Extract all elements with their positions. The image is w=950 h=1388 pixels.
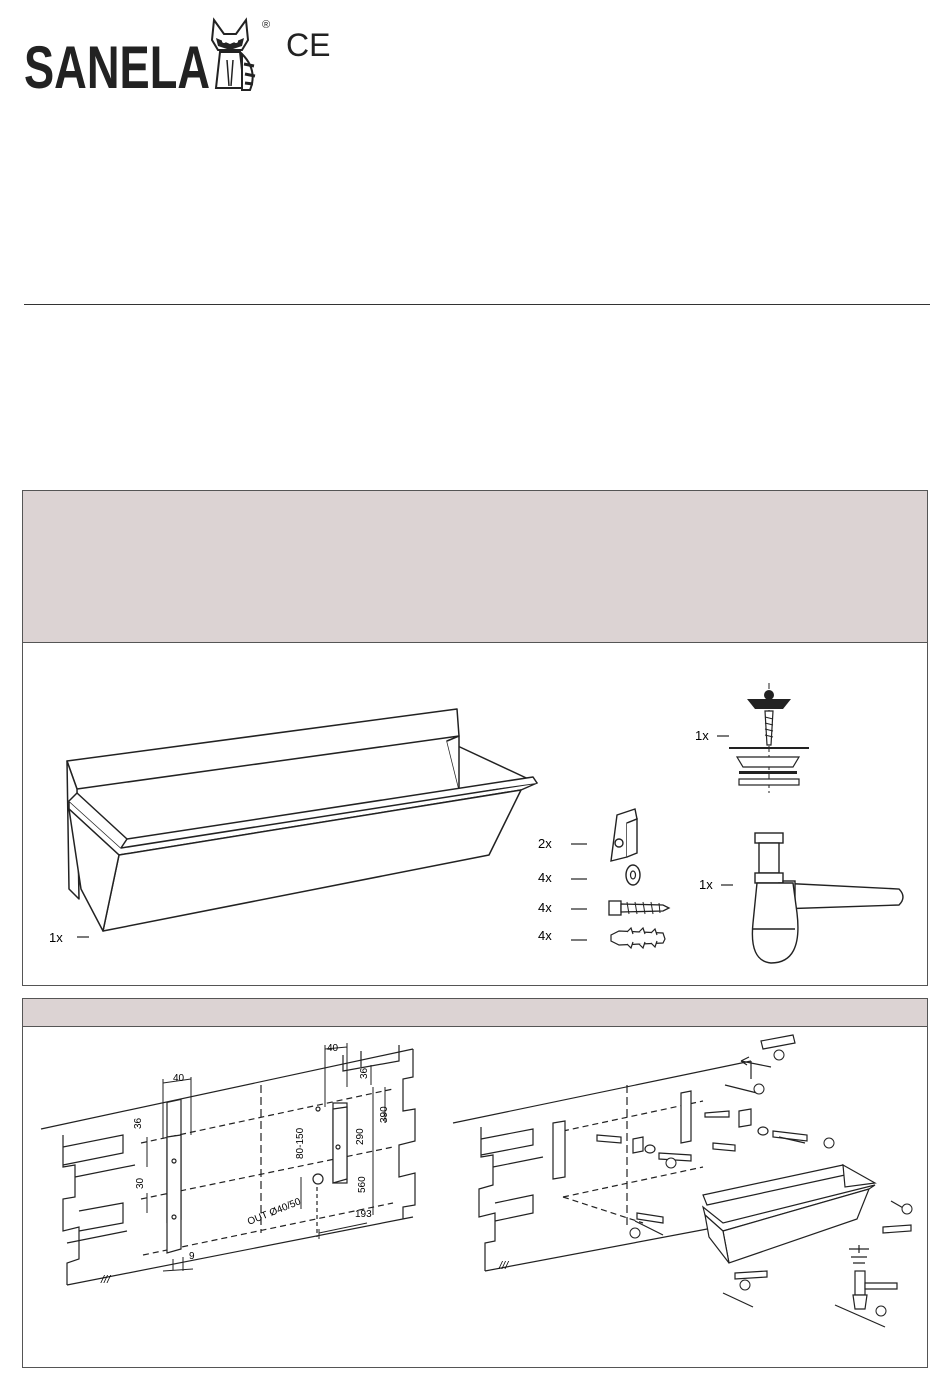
dim-9: 9 [189, 1251, 195, 1262]
wall-bracket [611, 809, 637, 861]
bracket-qty: 2x [538, 836, 552, 851]
dim-290: 290 [355, 1128, 366, 1145]
dim-193: 193 [355, 1209, 372, 1220]
left-bracket-outline [167, 1107, 347, 1253]
right-brackets [553, 1035, 807, 1223]
waste-valve [729, 683, 809, 793]
sanela-raccoon-logo [24, 14, 334, 98]
trough-sink [67, 709, 537, 931]
washer-qty: 4x [538, 870, 552, 885]
dim-80-150: 80-150 [295, 1127, 306, 1159]
ce-mark: CE [286, 27, 331, 63]
raccoon-mascot-icon [212, 20, 255, 90]
dim-40-left: 40 [173, 1073, 185, 1084]
header-divider [24, 304, 930, 305]
registered-mark: ® [262, 19, 271, 31]
installation-panel [22, 998, 928, 1368]
dim-36-right: 36 [359, 1067, 370, 1079]
dowel-qty: 4x [538, 928, 552, 943]
brand-header [24, 14, 334, 98]
brand-name: SANELA [24, 34, 210, 98]
waste-valve-qty: 1x [695, 728, 709, 743]
trough-qty: 1x [49, 930, 63, 945]
parts-panel [22, 490, 928, 986]
trough-install [703, 1165, 875, 1263]
screw-qty: 4x [538, 900, 552, 915]
installation-panel-header [23, 999, 927, 1027]
dim-390: 390 [379, 1106, 390, 1123]
dim-40-right: 40 [327, 1043, 339, 1054]
lag-screw [609, 901, 669, 915]
parts-panel-header [23, 491, 927, 643]
wall-plug [611, 928, 665, 948]
wall-drawing-left [41, 1045, 415, 1285]
dim-out: OUT Ø40/50 [246, 1196, 303, 1228]
dim-36-left: 36 [133, 1117, 144, 1129]
dim-560: 560 [357, 1176, 368, 1193]
siphon-qty: 1x [699, 877, 713, 892]
floor-mark-left: /// [101, 1274, 111, 1286]
installation-illustration [23, 1027, 927, 1367]
washer [626, 865, 640, 885]
wall-drawing-right [453, 1061, 751, 1271]
bottle-siphon [752, 833, 903, 963]
parts-illustration [23, 643, 927, 985]
floor-mark-right: /// [499, 1260, 509, 1272]
dim-30: 30 [135, 1177, 146, 1189]
